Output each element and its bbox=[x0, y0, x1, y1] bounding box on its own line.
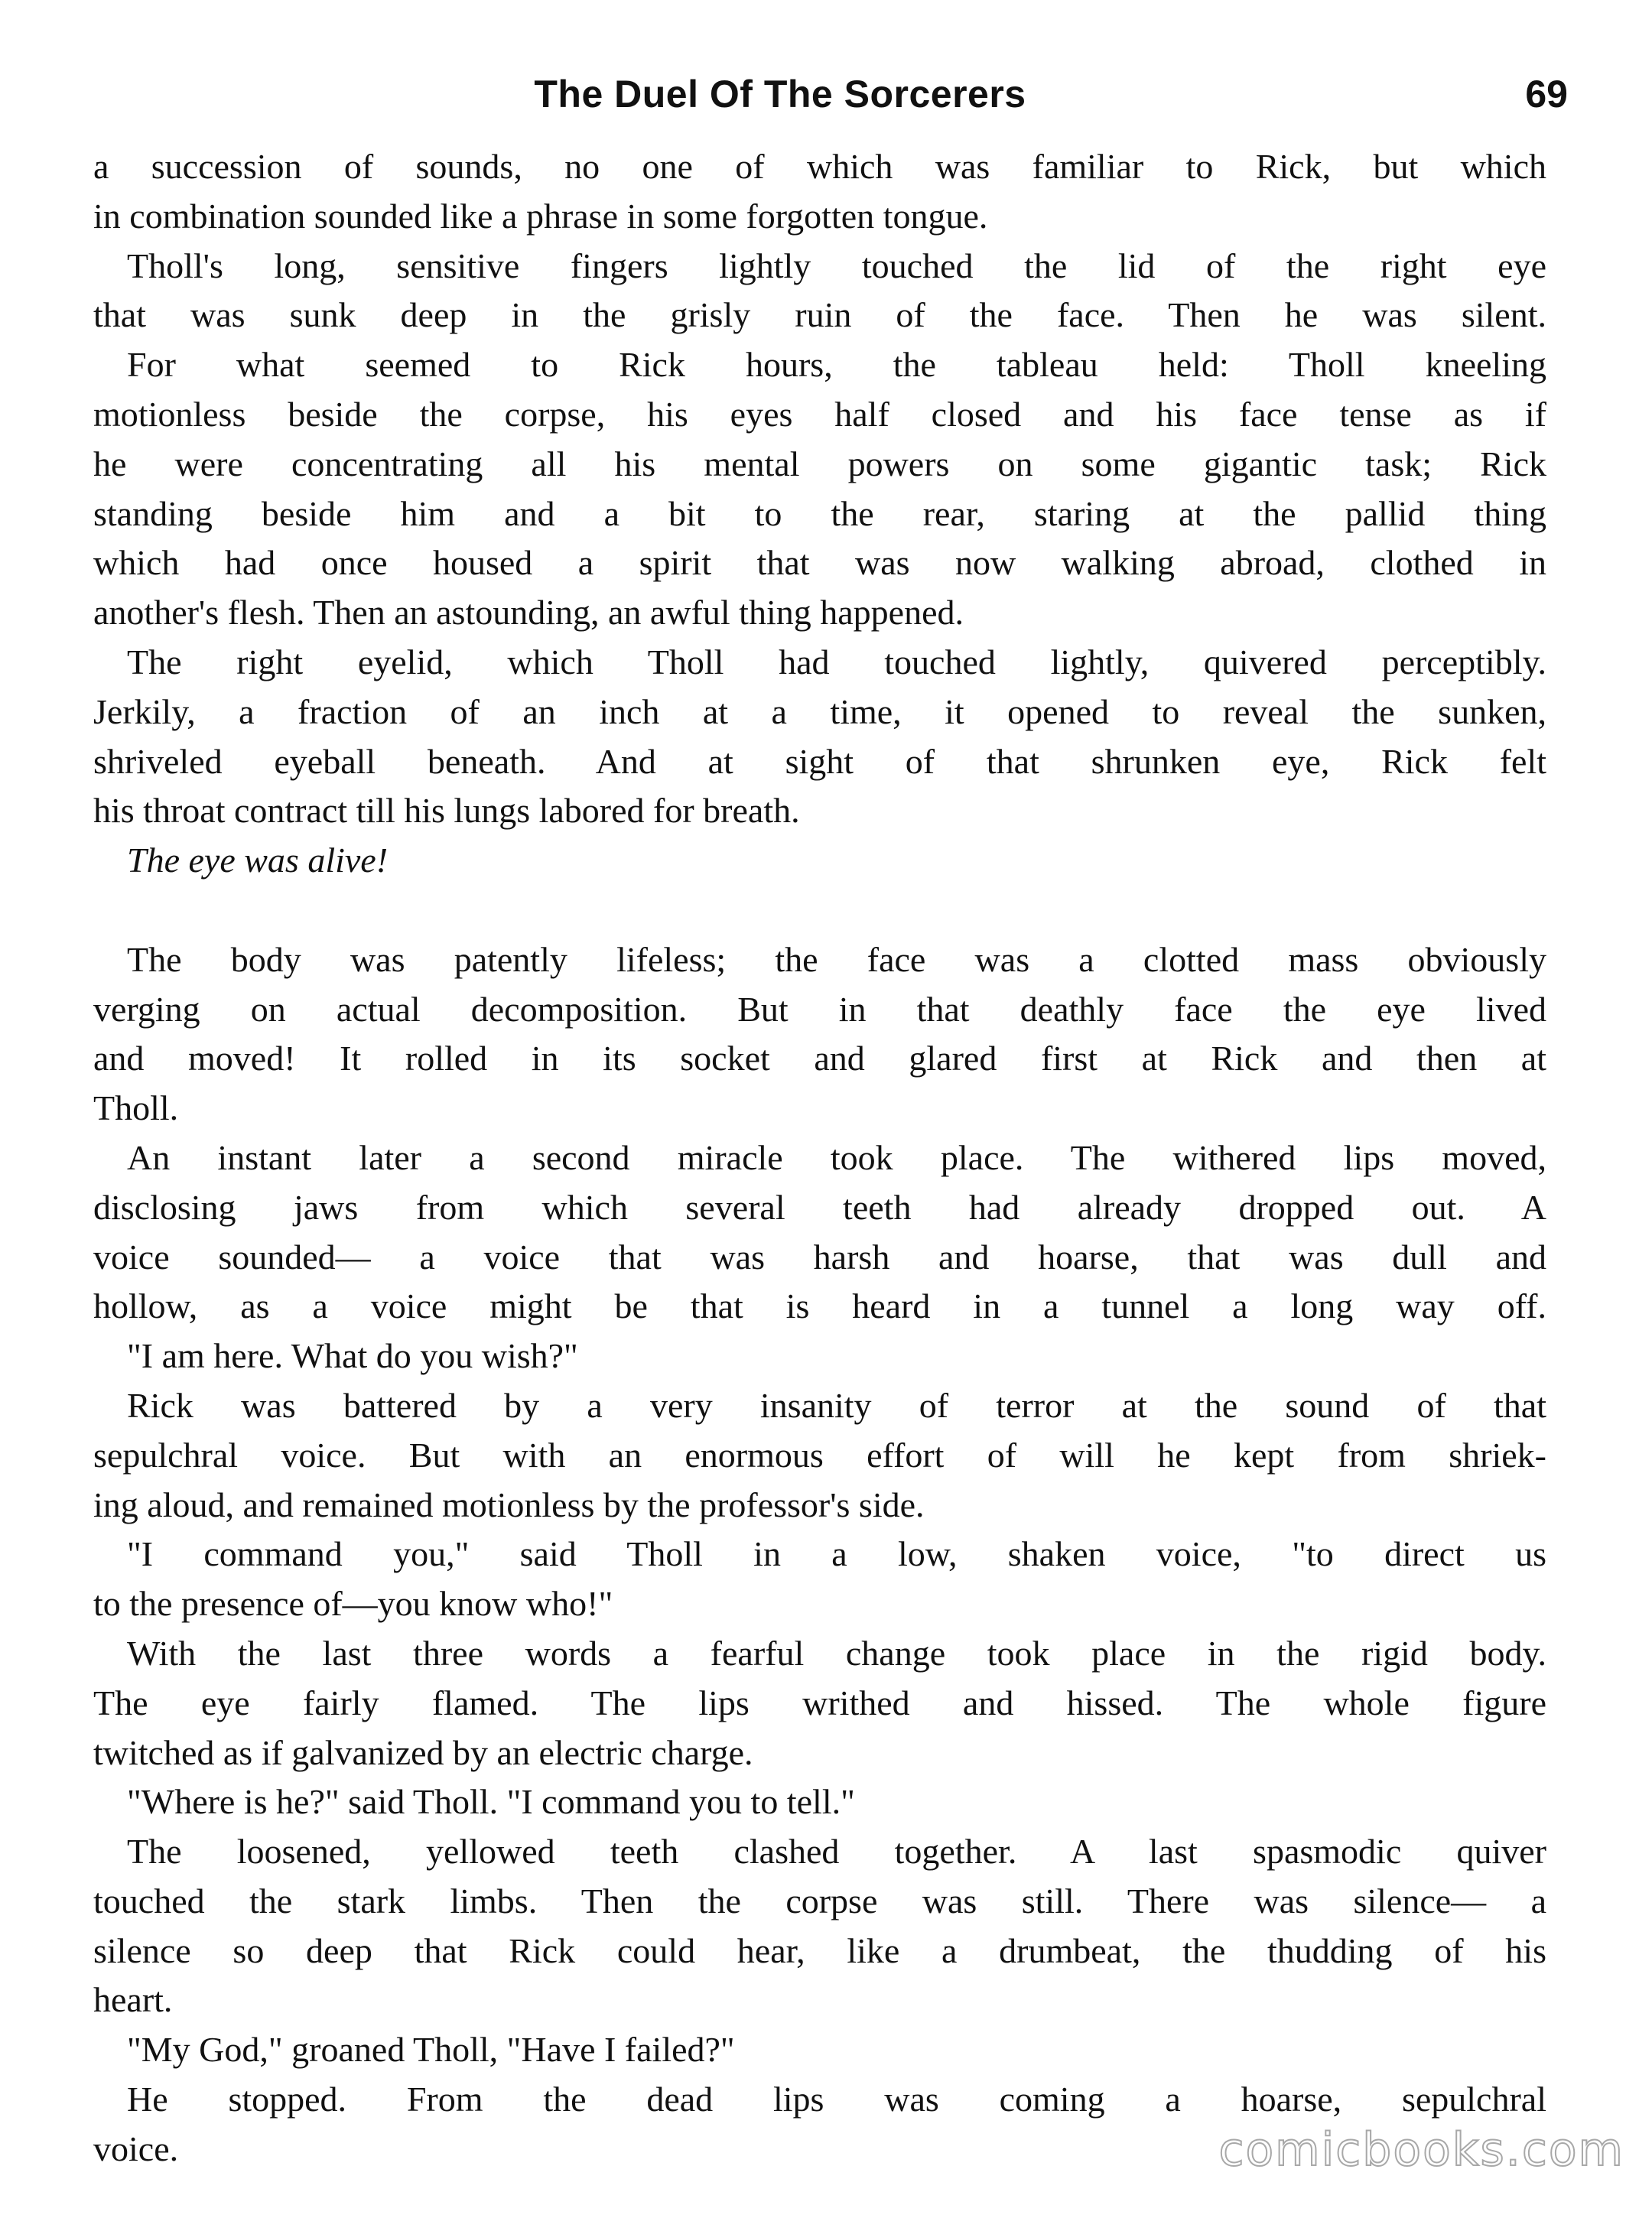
text-line: heart. bbox=[93, 1980, 173, 2020]
text-line: With the last three words a fearful change took place in the rigid body. bbox=[127, 1633, 1546, 1673]
text-line: he were concentrating all his mental powers on some gigantic task; Rick bbox=[93, 444, 1546, 483]
text-line: voice sounded— a voice that was harsh and hoarse, that was dull and bbox=[93, 1237, 1546, 1276]
text-line: which had once housed a spirit that was now walking abroad, clothed in bbox=[93, 543, 1546, 583]
text-line: twitched as if galvanized by an electric charge. bbox=[93, 1732, 753, 1772]
text-line: disclosing jaws from which several teeth had already dropped out. A bbox=[93, 1187, 1546, 1227]
text-line: "I am here. What do you wish?" bbox=[127, 1336, 578, 1376]
text-line: The eye fairly flamed. The lips writhed and hissed. The whole figure bbox=[93, 1683, 1546, 1722]
text-line: a succession of sounds, no one of which was familiar to Rick, but which bbox=[93, 147, 1546, 186]
text-line: Jerkily, a fraction of an inch at a time, it opened to reveal the sunken, bbox=[93, 691, 1546, 731]
text-line: The right eyelid, which Tholl had touched lightly, quivered perceptibly. bbox=[127, 642, 1546, 681]
text-line: and moved! It rolled in its socket and glared first at Rick and then at bbox=[93, 1039, 1546, 1078]
text-line: touched the stark limbs. Then the corpse was still. There was silence— a bbox=[93, 1881, 1546, 1920]
text-line: voice. bbox=[93, 2129, 179, 2168]
text-line: Tholl's long, sensitive fingers lightly touched the lid of the right eye bbox=[127, 246, 1546, 285]
watermark-logo: comicbooks.com bbox=[1218, 2123, 1624, 2177]
text-line: Rick was battered by a very insanity of terror at the sound of that bbox=[127, 1385, 1546, 1425]
text-line: "Where is he?" said Tholl. "I command you to tell." bbox=[127, 1782, 855, 1822]
text-line: sepulchral voice. But with an enormous effort of will he kept from shriek- bbox=[93, 1435, 1546, 1475]
text-line: motionless beside the corpse, his eyes half closed and his face tense as if bbox=[93, 394, 1546, 434]
page-title: The Duel Of The Sorcerers bbox=[534, 73, 1026, 115]
text-line: hollow, as a voice might be that is heard in a tunnel a long way off. bbox=[93, 1286, 1546, 1326]
running-head bbox=[92, 67, 1568, 121]
text-line: An instant later a second miracle took place. The withered lips moved, bbox=[127, 1137, 1546, 1177]
text-line: to the presence of—you know who!" bbox=[93, 1584, 613, 1624]
text-line: The eye was alive! bbox=[127, 841, 389, 880]
text-line: verging on actual decomposition. But in that deathly face the eye lived bbox=[93, 989, 1546, 1029]
text-line: Tholl. bbox=[93, 1088, 179, 1128]
text-line: that was sunk deep in the grisly ruin of the face. Then he was silent. bbox=[93, 295, 1546, 335]
text-line: shriveled eyeball beneath. And at sight of that shrunken eye, Rick felt bbox=[93, 741, 1546, 781]
text-line: He stopped. From the dead lips was coming a hoarse, sepulchral bbox=[127, 2080, 1546, 2119]
blank-line bbox=[93, 886, 1546, 935]
text-line: silence so deep that Rick could hear, like a drumbeat, the thudding of his bbox=[93, 1930, 1546, 1970]
body-text bbox=[93, 142, 1546, 2174]
page-number: 69 bbox=[1525, 73, 1568, 115]
text-line: his throat contract till his lungs labored for breath. bbox=[93, 791, 800, 831]
text-line: in combination sounded like a phrase in some forgotten tongue. bbox=[93, 196, 988, 236]
text-line: For what seemed to Rick hours, the tableau held: Tholl kneeling bbox=[127, 345, 1546, 385]
text-line: The body was patently lifeless; the face was a clotted mass obviously bbox=[127, 939, 1546, 979]
text-line: another's flesh. Then an astounding, an awful thing happened. bbox=[93, 593, 964, 633]
text-line: "My God," groaned Tholl, "Have I failed?" bbox=[127, 2030, 735, 2070]
text-line: ing aloud, and remained motionless by the professor's side. bbox=[93, 1485, 925, 1524]
text-line: The loosened, yellowed teeth clashed together. A last spasmodic quiver bbox=[127, 1832, 1546, 1872]
text-line: "I command you," said Tholl in a low, shaken voice, "to direct us bbox=[127, 1534, 1546, 1574]
text-line: standing beside him and a bit to the rear, staring at the pallid thing bbox=[93, 493, 1546, 533]
